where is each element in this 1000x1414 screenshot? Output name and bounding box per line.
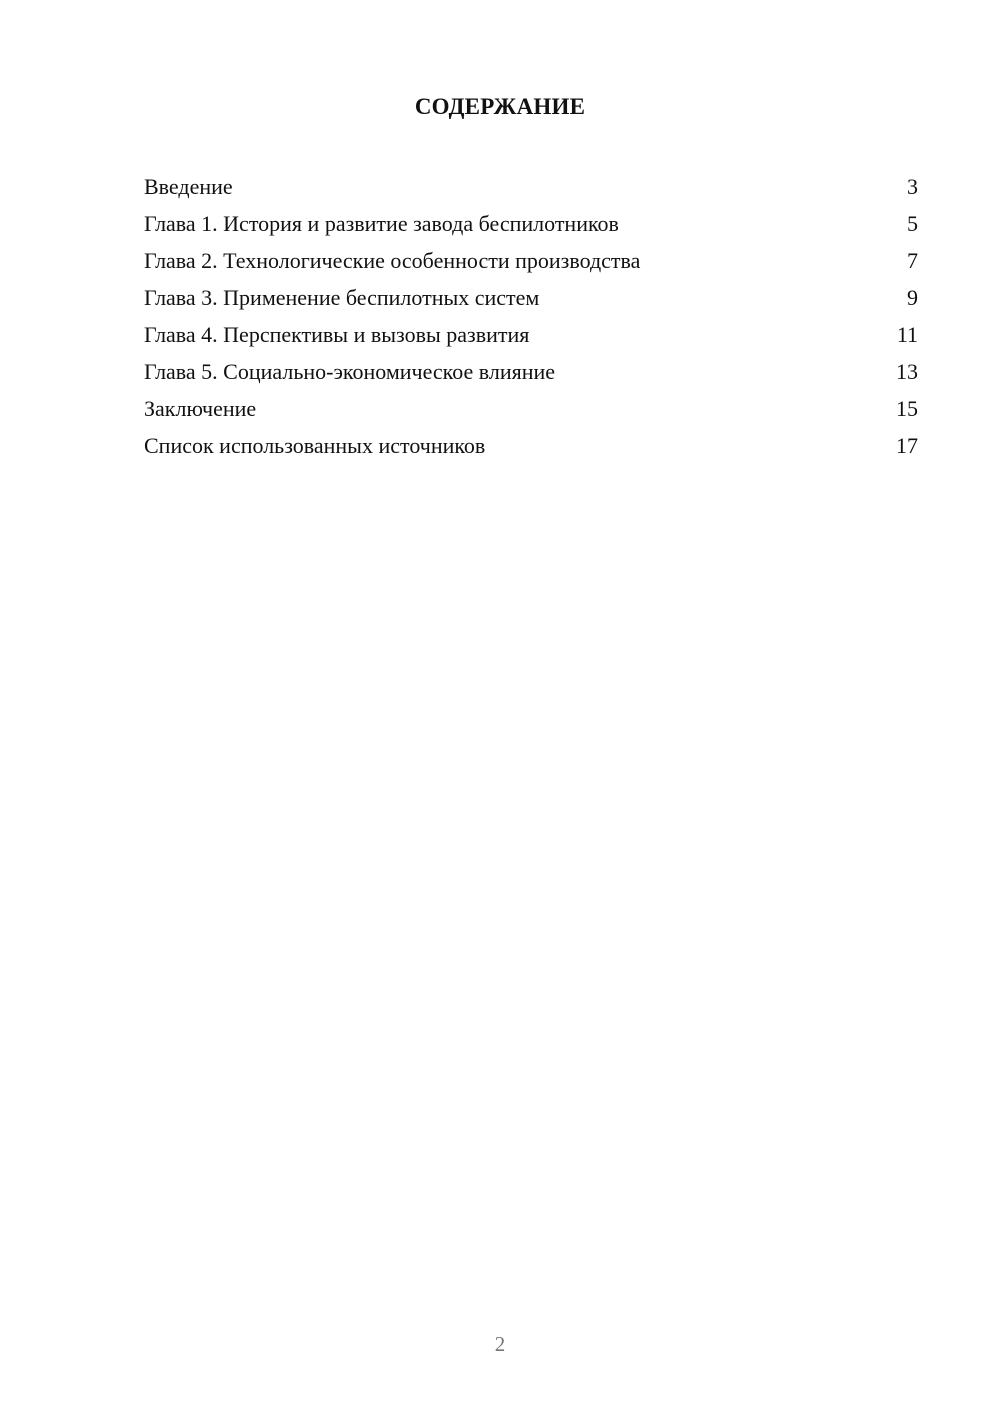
toc-entry-page: 17 [896, 433, 918, 458]
toc-entry-page: 11 [896, 322, 918, 347]
toc-entry-label: Заключение [144, 396, 257, 421]
toc-entry-conclusion [144, 390, 918, 427]
toc-entry-references [144, 427, 918, 464]
toc-entry-label: Глава 1. История и развитие завода беспилотников [144, 211, 619, 236]
toc-entry-page: 13 [896, 359, 918, 384]
toc-entry-label: Список использованных источников [144, 433, 486, 458]
toc-entry-label: Введение [144, 174, 233, 199]
toc-entry-page: 3 [907, 174, 918, 199]
toc-entry-chapter-5 [144, 353, 918, 390]
toc-entry-page: 9 [907, 285, 918, 310]
table-of-contents [144, 168, 918, 464]
toc-entry-introduction [144, 168, 918, 205]
toc-entry-label: Глава 3. Применение беспилотных систем [144, 285, 540, 310]
toc-entry-label: Глава 5. Социально-экономическое влияние [144, 359, 556, 384]
page-number: 2 [494, 1332, 506, 1356]
toc-entry-chapter-4 [144, 316, 918, 353]
toc-entry-chapter-1 [144, 205, 918, 242]
toc-entry-page: 7 [907, 248, 918, 273]
toc-entry-chapter-3 [144, 279, 918, 316]
toc-entry-page: 15 [896, 396, 918, 421]
toc-entry-chapter-2 [144, 242, 918, 279]
toc-entry-label: Глава 4. Перспективы и вызовы развития [144, 322, 530, 347]
toc-entry-page: 5 [907, 211, 918, 236]
toc-title: СОДЕРЖАНИЕ [414, 94, 586, 119]
toc-entry-label: Глава 2. Технологические особенности производства [144, 248, 641, 273]
